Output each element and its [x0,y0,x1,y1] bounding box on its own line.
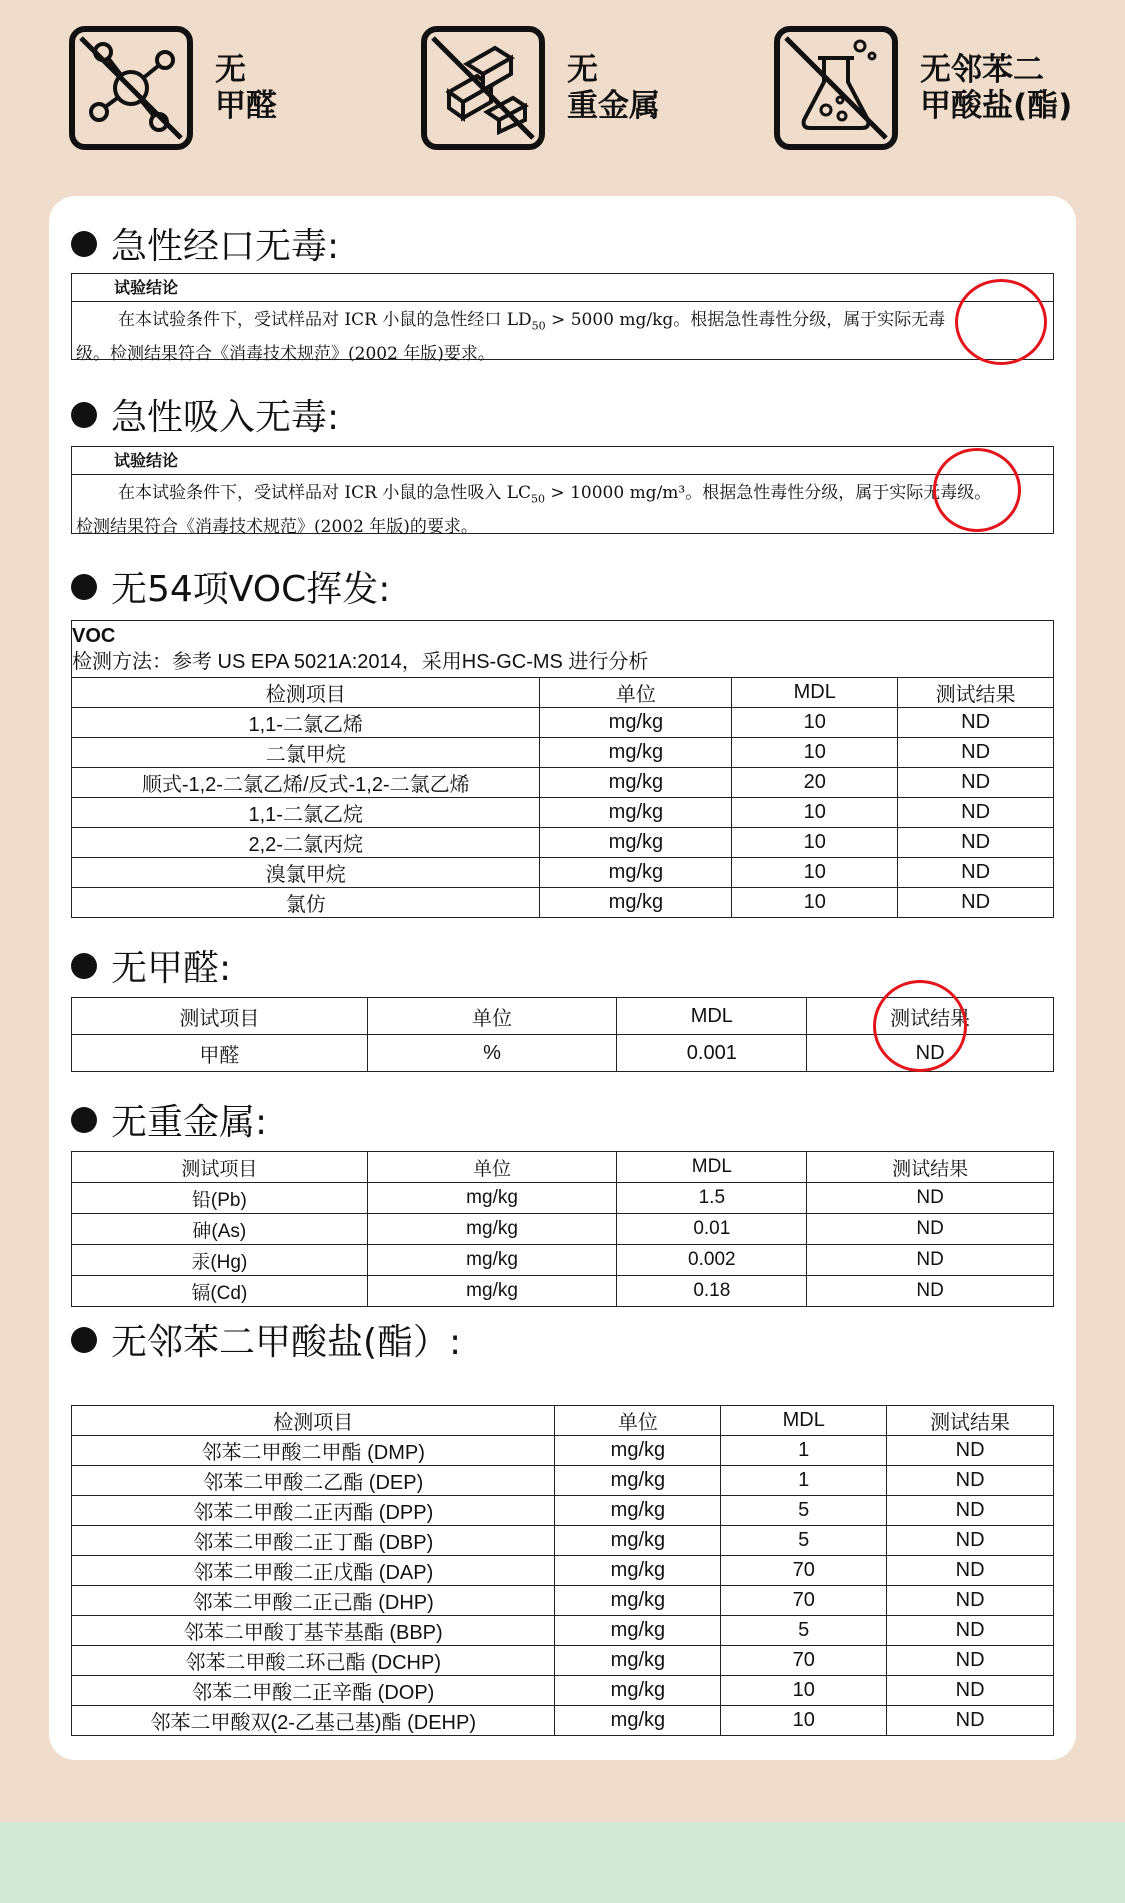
table-row [72,1466,1054,1496]
table-row [72,1183,1054,1214]
bullet-icon [71,1107,97,1133]
table-cell: 0.18 [617,1276,807,1307]
table-cell: ND [807,1035,1054,1072]
table-cell: 10 [732,798,898,828]
no-formaldehyde-icon [69,26,193,150]
table-cell: 10 [732,738,898,768]
column-header: 检测项目 [72,1406,555,1436]
table-cell: mg/kg [367,1214,617,1245]
column-header: 单位 [367,1152,617,1183]
column-header: 测试结果 [807,1152,1054,1183]
table-cell: ND [887,1436,1054,1466]
table-cell: ND [887,1526,1054,1556]
oral-conclusion-box [71,273,1054,365]
column-header: MDL [721,1406,887,1436]
table-cell: 氯仿 [72,888,540,918]
column-header: 测试结果 [887,1406,1054,1436]
table-cell: ND [887,1676,1054,1706]
table-cell: ND [898,708,1054,738]
table-row [72,798,1054,828]
table-cell: mg/kg [555,1706,721,1736]
table-row [72,708,1054,738]
table-cell: 70 [721,1556,887,1586]
column-header: 测试项目 [72,1152,368,1183]
badge-label: 无 重金属 [567,52,660,124]
table-cell: 10 [732,708,898,738]
table-cell: 10 [732,888,898,918]
table-cell: 10 [721,1676,887,1706]
table-header-row [72,1406,1054,1436]
table-cell: ND [887,1706,1054,1736]
heavy-metal-table [71,1151,1054,1307]
section-title-oral: 急性经口无毒: [71,218,339,269]
no-heavy-metal-icon [421,26,545,150]
table-cell: 10 [721,1706,887,1736]
table-cell: mg/kg [540,738,732,768]
badge-no-heavy-metal [421,26,660,150]
table-row [72,738,1054,768]
bullet-icon [71,231,97,257]
column-header: MDL [617,998,807,1035]
table-cell: 邻苯二甲酸二正丙酯 (DPP) [72,1496,555,1526]
table-cell: 顺式-1,2-二氯乙烯/反式-1,2-二氯乙烯 [72,768,540,798]
column-header: MDL [732,678,898,708]
table-cell: 5 [721,1496,887,1526]
table-row [72,1035,1054,1072]
table-cell: mg/kg [540,798,732,828]
badge-no-formaldehyde [69,26,277,150]
table-cell: mg/kg [555,1646,721,1676]
table-cell: ND [807,1276,1054,1307]
table-cell: 1,1-二氯乙烷 [72,798,540,828]
table-cell: 2,2-二氯丙烷 [72,828,540,858]
table-cell: 0.01 [617,1214,807,1245]
table-cell: mg/kg [540,858,732,888]
table-row [72,828,1054,858]
table-row [72,1245,1054,1276]
table-cell: ND [898,738,1054,768]
badges-row [0,26,1125,154]
table-cell: 10 [732,828,898,858]
column-header: 测试结果 [898,678,1054,708]
column-header: 单位 [555,1406,721,1436]
table-cell: mg/kg [555,1556,721,1586]
section-title-formaldehyde: 无甲醛: [71,940,231,991]
table-header-row [72,1152,1054,1183]
table-cell: 甲醛 [72,1035,368,1072]
table-cell: mg/kg [555,1436,721,1466]
table-cell: ND [898,798,1054,828]
table-cell: 70 [721,1646,887,1676]
table-cell: 铅(Pb) [72,1183,368,1214]
table-cell: ND [807,1214,1054,1245]
table-cell: 邻苯二甲酸双(2-乙基己基)酯 (DEHP) [72,1706,555,1736]
table-row [72,1556,1054,1586]
table-cell: 溴氯甲烷 [72,858,540,888]
inhale-conclusion-box [71,446,1054,538]
badge-no-phthalate [774,26,1072,150]
table-cell: ND [887,1556,1054,1586]
table-cell: ND [898,768,1054,798]
section-title-inhale: 急性吸入无毒: [71,389,339,440]
bullet-icon [71,953,97,979]
table-header-row [72,678,1054,708]
table-cell: 砷(As) [72,1214,368,1245]
table-row [72,1616,1054,1646]
table-cell: mg/kg [367,1183,617,1214]
table-cell: mg/kg [555,1586,721,1616]
table-cell: ND [887,1586,1054,1616]
column-header: 单位 [540,678,732,708]
formaldehyde-table [71,997,1054,1072]
table-cell: ND [898,858,1054,888]
conclusion-header: 试验结论 [72,447,1053,475]
column-header: 检测项目 [72,678,540,708]
column-header: 单位 [367,998,617,1035]
column-header: 测试结果 [807,998,1054,1035]
table-cell: mg/kg [555,1616,721,1646]
table-row [72,1676,1054,1706]
table-cell: mg/kg [367,1276,617,1307]
table-cell: 5 [721,1526,887,1556]
table-row [72,888,1054,918]
column-header: MDL [617,1152,807,1183]
phthalate-table [71,1405,1054,1736]
table-cell: 0.002 [617,1245,807,1276]
table-cell: mg/kg [540,828,732,858]
table-row [72,858,1054,888]
table-row [72,768,1054,798]
table-cell: 5 [721,1616,887,1646]
table-cell: ND [807,1183,1054,1214]
conclusion-header: 试验结论 [72,274,1053,302]
badge-label: 无邻苯二 甲酸盐(酯) [920,52,1073,124]
table-cell: mg/kg [367,1245,617,1276]
table-row [72,1706,1054,1736]
table-cell: ND [898,888,1054,918]
table-cell: 邻苯二甲酸二正己酯 (DHP) [72,1586,555,1616]
table-row [72,1586,1054,1616]
table-cell: 1,1-二氯乙烯 [72,708,540,738]
table-cell: mg/kg [540,708,732,738]
voc-method-row: VOC 检测方法：参考 US EPA 5021A:2014，采用HS-GC-MS 进行分析 [72,621,1054,678]
table-row [72,1496,1054,1526]
table-cell: mg/kg [540,888,732,918]
table-cell: 二氯甲烷 [72,738,540,768]
table-cell: 镉(Cd) [72,1276,368,1307]
table-cell: 20 [732,768,898,798]
table-row [72,1646,1054,1676]
bullet-icon [71,1327,97,1353]
table-cell: ND [898,828,1054,858]
footer-band [0,1822,1125,1903]
table-cell: 邻苯二甲酸二环己酯 (DCHP) [72,1646,555,1676]
table-cell: mg/kg [555,1496,721,1526]
table-cell: 邻苯二甲酸二乙酯 (DEP) [72,1466,555,1496]
table-cell: ND [887,1466,1054,1496]
table-cell: ND [887,1646,1054,1676]
table-cell: 邻苯二甲酸二正戊酯 (DAP) [72,1556,555,1586]
table-cell: ND [887,1496,1054,1526]
table-cell: 1 [721,1466,887,1496]
table-cell: mg/kg [555,1526,721,1556]
table-cell: 1.5 [617,1183,807,1214]
table-cell: 1 [721,1436,887,1466]
badge-label: 无 甲醛 [215,52,277,124]
table-row [72,1436,1054,1466]
table-cell: 邻苯二甲酸丁基苄基酯 (BBP) [72,1616,555,1646]
section-title-heavy-metal: 无重金属: [71,1094,267,1145]
table-cell: 汞(Hg) [72,1245,368,1276]
table-cell: 邻苯二甲酸二正辛酯 (DOP) [72,1676,555,1706]
conclusion-body: 在本试验条件下，受试样品对 ICR 小鼠的急性经口 $LD_{50} > 5000$ mg/kg。根据急性毒性分级，属于实际无毒 级。检测结果符合《消毒技术规范》(2002 年版)要求。 [76,310,946,365]
table-cell: ND [887,1616,1054,1646]
section-title-voc: 无54项VOC挥发: [71,561,390,612]
table-cell: mg/kg [555,1676,721,1706]
table-cell: 邻苯二甲酸二正丁酯 (DBP) [72,1526,555,1556]
test-report-card [49,196,1076,1760]
table-row [72,1276,1054,1307]
table-row [72,1214,1054,1245]
table-cell: 10 [732,858,898,888]
conclusion-body: 在本试验条件下，受试样品对 ICR 小鼠的急性吸入 $LC_{50} > 10000$ mg/m³。根据急性毒性分级，属于实际无毒级。 检测结果符合《消毒技术规范》(2002 年版)的要求。 [76,483,992,538]
table-row [72,1526,1054,1556]
column-header: 测试项目 [72,998,368,1035]
table-cell: mg/kg [540,768,732,798]
no-phthalate-icon [774,26,898,150]
bullet-icon [71,402,97,428]
table-cell: ND [807,1245,1054,1276]
bullet-icon [71,574,97,600]
table-cell: 70 [721,1586,887,1616]
table-header-row [72,998,1054,1035]
table-cell: 0.001 [617,1035,807,1072]
table-cell: 邻苯二甲酸二甲酯 (DMP) [72,1436,555,1466]
voc-table [71,620,1054,918]
section-title-phthalate: 无邻苯二甲酸盐(酯）: [71,1314,461,1365]
table-cell: % [367,1035,617,1072]
table-cell: mg/kg [555,1466,721,1496]
